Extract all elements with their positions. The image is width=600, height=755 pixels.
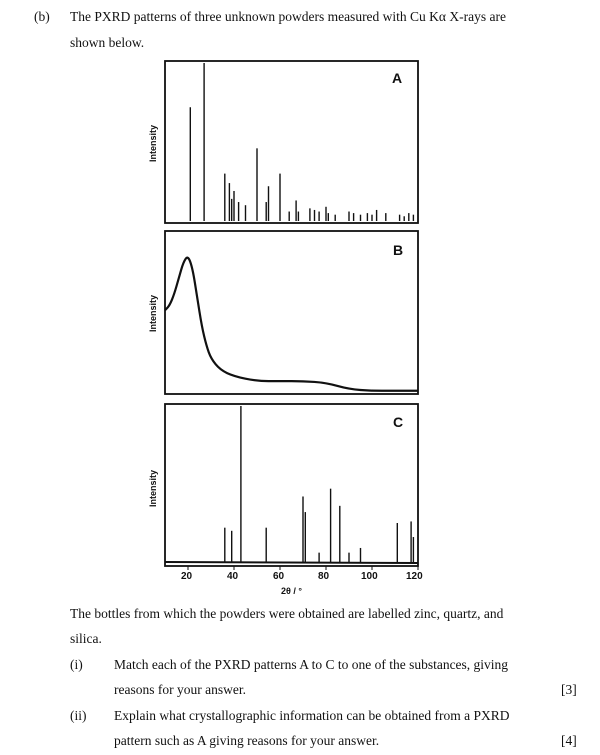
x-tick-label: 20 (181, 571, 193, 582)
panel-c-ylabel: Intensity (148, 469, 158, 507)
part-label: (b) (34, 9, 50, 24)
sub-i-line-2: reasons for your answer. (114, 682, 246, 697)
x-tick-label: 100 (361, 571, 378, 582)
after-line-2: silica. (70, 631, 102, 646)
amorphous-hump-curve (165, 258, 418, 391)
panel-a (165, 61, 418, 223)
plot-frame (165, 61, 418, 223)
sub-ii-line-1: Explain what crystallographic information can be obtained from a PXRD (114, 708, 510, 723)
sub-i-label: (i) (70, 657, 83, 672)
x-tick-label: 80 (318, 571, 330, 582)
panel-b (165, 231, 418, 394)
intro-line-1: The PXRD patterns of three unknown powders measured with Cu Kα X-rays are (70, 9, 506, 24)
sub-i-marks: [3] (561, 682, 577, 697)
sub-ii-marks: [4] (561, 733, 577, 748)
panel-a-label: A (392, 70, 403, 86)
x-tick-label: 120 (406, 571, 423, 582)
panel-c (165, 404, 418, 570)
plot-frame (165, 231, 418, 394)
after-line-1: The bottles from which the powders were obtained are labelled zinc, quartz, and (70, 606, 504, 621)
sub-ii-line-2: pattern such as A giving reasons for your answer. (114, 733, 380, 748)
sub-i-line-1: Match each of the PXRD patterns A to C to one of the substances, giving (114, 657, 509, 672)
panel-a-ylabel: Intensity (148, 124, 158, 162)
intro-line-2: shown below. (70, 35, 145, 50)
plot-frame (165, 404, 418, 566)
x-axis-title: 2θ / ° (281, 586, 302, 596)
panel-c-label: C (393, 414, 404, 430)
x-tick-label: 60 (273, 571, 285, 582)
panel-b-label: B (393, 242, 404, 258)
x-tick-label: 40 (227, 571, 239, 582)
baseline (165, 562, 418, 563)
sub-ii-label: (ii) (70, 708, 87, 723)
panel-b-ylabel: Intensity (148, 294, 158, 332)
